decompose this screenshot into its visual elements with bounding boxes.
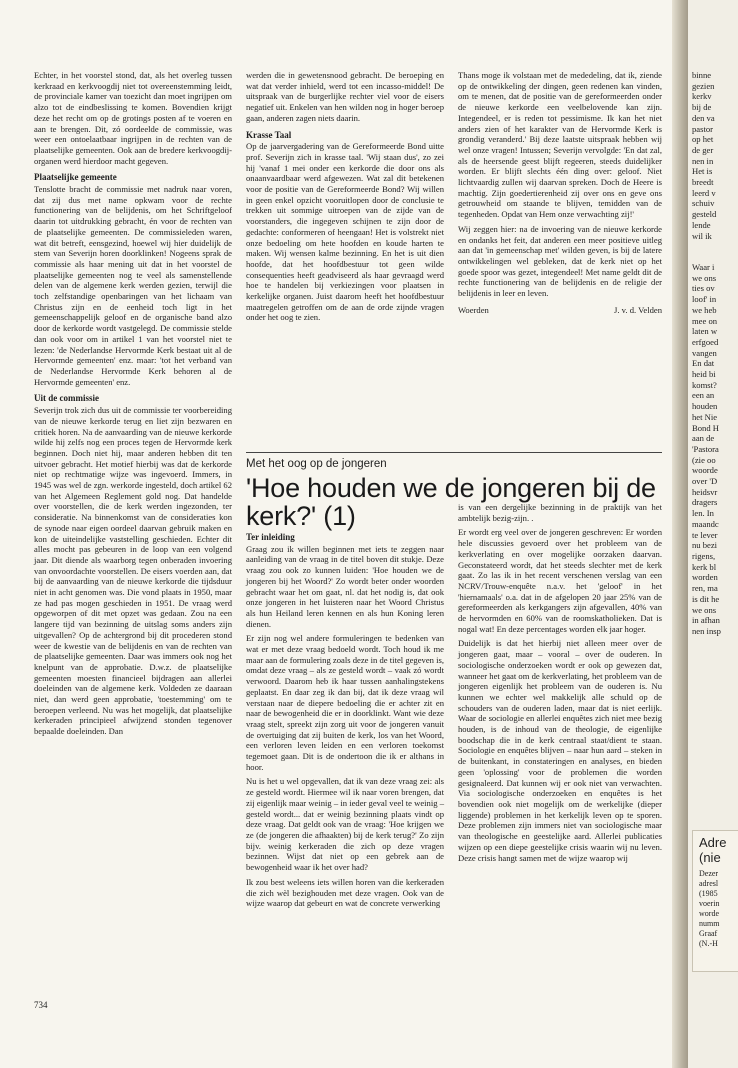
fragment-line: ties ov	[692, 283, 715, 294]
fragment-line: den va	[692, 112, 715, 123]
fragment-line: heidsvr	[692, 486, 718, 497]
next-page-text-2	[692, 262, 738, 637]
paragraph: Nu is het u wel opgevallen, dat ik van deze vraag zei: als ze gesteld wordt. Hiermee wil ik naar voren brengen, dat zij eigenlijk maar weinig – in ieder geval veel te weinig – gesteld wordt... dat er weinig bezinning plaats vindt op deze vraag. Dat geldt ook van de vraag: 'Hoe krijgen we ze (de jongeren die afhaakten) bij de kerk terug?' Zo zijn bijv. weinig kerkeraden die zich op deze vragen bezinnen. Wijst dat niet op een gebrek aan de bewogenheid waar ik het over had?	[246, 776, 444, 873]
fragment-line: vangen	[692, 347, 717, 358]
fragment-line: de ger	[692, 144, 714, 155]
paragraph: is van een dergelijke bezinning in de praktijk van het ambtelijk bezig-zijn. .	[458, 502, 662, 523]
address-box-title	[693, 831, 738, 867]
paragraph: Er wordt erg veel over de jongeren geschreven: Er worden hele discussies gevoerd over het probleem van de kerkverlating en over mogelijke oorzaken daarvan. Geconstateerd wordt, dat het steeds slechter met de kerk gaat. Zo las ik in het recent verschenen verslag van een NCRV/Trouw-enquête n.a.v. het 'geloof' in het 'hiernamaals' o.a. dat in de afgelopen 20 jaar 25% van de gereformeerden als kerkgangers zijn afgevallen, 40% van de hervormden en 60% van de roomskatholieken. Dat is nogal wat! En deze percentages worden elk jaar hoger.	[458, 527, 662, 634]
fragment-line: numm	[699, 919, 720, 928]
column-4	[246, 532, 444, 913]
fragment-line: op het	[692, 134, 714, 145]
fragment-line: aan de	[692, 433, 715, 444]
column-1	[34, 70, 232, 741]
fragment-line: worde	[699, 909, 719, 918]
paragraph: Graag zou ik willen beginnen met iets te zeggen naar aanleiding van de vraag in de titel boven dit stukje. Deze vraag zou ook zo kunnen luiden: 'Hoe houden we de jongeren bij het Woord?' Zo wordt beter onder woorden gebracht waar het om gaat, nl. dat het nodig is, dat ook onze jongeren in het luisteren naar het Woord Christus als hun Heiland leren kennen en als hun Koning leren dienen.	[246, 543, 444, 629]
fragment-line: Het is	[692, 166, 713, 177]
fragment-line: dragers	[692, 497, 718, 508]
next-page-fragment	[688, 0, 738, 1068]
fragment-line: (1985	[699, 889, 718, 898]
fragment-line: gezien	[692, 80, 715, 91]
fragment-line: lende	[692, 219, 711, 230]
section-heading: Uit de commissie	[34, 393, 99, 404]
address-box	[692, 830, 738, 972]
fragment-line: te lever	[692, 529, 718, 540]
paragraph: Tenslotte bracht de commissie met nadruk naar voren, dat zij dus met name opkwam voor de rechte functionering van de belijdenis, om het Schriftgeloof daarin tot uitdrukking gebracht, én voor de rechten van de plaatselijke gemeenten. De commissieleden waren, wat dit betreft, eensgezind, hoewel wij hier duidelijk de stem van Severijn horen doorklinken! Nogeens sprak de commissie als haar mening uit dat in het voorstel de plaatselijke gemeenten nog te veel als samenstellende delen van de algemene kerk werden gezien, terwijl die toch zelfstandige openbaringen van het lichaam van Christus zijn en de eenheid toch ligt in het gemeenschappelijk geloof en de organische band alzo door de kerkorde wordt vastgelegd. De commissie stelde dan ook voor om in artikel 1 van het voorstel niet te lezen: 'de Nederlandse Hervormde Kerk bestaat uit al de Hervormde gemeenten' enz. maar: 'tot het verband van de Nederlandse Hervormde Kerk behoren al de Hervormde gemeenten' enz.	[34, 184, 232, 387]
column-5	[458, 502, 662, 867]
fragment-line: komst?	[692, 379, 717, 390]
box-title-line: Adre	[699, 835, 727, 850]
article-kicker: Met het oog op de jongeren	[246, 458, 387, 470]
fragment-line: houden	[692, 401, 718, 412]
paragraph: Duidelijk is dat het hierbij niet alleen meer over de jongeren gaat, maar – vooral – over de ouderen. In sociologische onderzoeken wordt er ook op gewezen dat, wanneer het gaat om de kerkverlating, het probleem van de jongeren eigenlijk het probleem van de ouderen is. Nu kunnen we echter wel makkelijk alle schuld op de schouders van de ouderen laden, maar dat is niet eerlijk. Waar de sociologie en allerlei enquêtes zich niet mee bezig houden, is de inhoud van de theologie, de eigenlijke boodschap die in de kerk centraal staat/dient te staan. Sociologie en enquêtes blijven – naar hun aard – steken in de buitenkant, in constateringen en analyses, en bieden geen 'oplossing' voor de problemen die worden gesignaleerd. Dat kunnen wij er ook niet van verwachten. Via sociologische onderzoeken en enquêtes is het bovendien ook niet mogelijk om de werkelijke (dieper liggende) problemen in het kerkelijk leven op te sporen. Deze problemen zijn immers niet van sociologische maar van theologische en geestelijke aard. Allerlei publicaties wijzen op een diepe geestelijke crisis waarin wij nu leven. Deze crisis hangt samen met de wijze waarop wij	[458, 638, 662, 863]
column-3	[458, 70, 662, 315]
fragment-line: heid bi	[692, 369, 716, 380]
fragment-line: Waar i	[692, 262, 715, 272]
fragment-line: schuiv	[692, 198, 715, 209]
fragment-line: kerkv	[692, 91, 712, 102]
fragment-line: 'Pastora	[692, 443, 719, 454]
paragraph: Op de jaarvergadering van de Gereformeerde Bond uitte prof. Severijn zich in krasse taal. 'Wij staan dus', zo zei hij 'vanaf 1 mei onder een kerkorde die door ons als onaanvaardbaar werd afgewezen. Wat zal dit betekenen voor de positie van de Gereformeerde Bond? Wij willen in geen enkel opzicht vooruitlopen door de conclusie te trekken uit sommige uitroepen van de zijde van de voorstanders, die ingegeven schijnen te zijn door de gedachte: conformeren of heengaan! Het is volstrekt niet onze bedoeling om hete hoofden en koude harten te maken. Wij wensen kalme bezinning. En het is uit dien hoofde, dat het hoofdbestuur tot geen wilde consequenties heeft geadviseerd als haar gevraagd werd hoe te handelen bij verkiezingen voor plaatsen in kerkelijke organen. Juist daarom heeft het hoofdbestuur maatregelen getroffen om de aan de orde zijnde vragen onder het oog te zien.	[246, 141, 444, 323]
signature-author: J. v. d. Velden	[614, 304, 662, 315]
fragment-line: maandc	[692, 518, 719, 529]
fragment-line: len. In	[692, 508, 714, 519]
fragment-line: bij de	[692, 102, 712, 113]
fragment-line: gesteld	[692, 209, 717, 220]
fragment-line: binne	[692, 70, 712, 80]
fragment-line: in afhan	[692, 615, 720, 626]
fragment-line: ren, ma	[692, 583, 718, 594]
paragraph: Severijn trok zich dus uit de commissie ter voorbereiding van de nieuwe kerkorde terug en liet zijn bezwaren en critiek horen. Na de aanvaarding van de nieuwe kerkorde wilde hij zelfs nog een proces tegen de Hervormde kerk beginnen. Doch niet hij, maar anderen hebben dit ten uitvoer gebracht. Het motief hierbij was dat de kerkorde niet op rechtmatige wijze was ingevoerd. Immers, in 1945 was wel de zgn. werkorde ingesteld, doch artikel 62 van het Algemeen Reglement gold nog. Dat handelde over voorstellen, die de kerk werden ingezonden, ter consideratie. Na binnenkomst van de consideraties kon de synode naar eigen oordeel daarvan gebruik maken en kon de uiteindelijke vaststelling geschieden. Echter dit alles mocht pas gebeuren in de loop van een volgend jaar. Dit diende als waarborg tegen onberaden invoering van onvoordachte voorstellen. De eisers voerden aan, dat bij de aanvaarding van de nieuwe kerkorde die tijdsduur niet in acht genomen was. Die vond plaats in 1950, maar ze had pas mogen geschieden in 1951. De vraag werd opgeworpen of dit met opzet was gedaan. Zou na een langere tijd van bezinning de uitslag soms anders zijn uitgevallen? Op de achtergrond bij dit procederen stond weer de kwestie van de belijdenis en van de rechten van de plaatselijke gemeenten. Daar was immers ook nog het knelpunt van de approbatie. D.w.z. de plaatselijke gemeenten moesten financieel bijdragen aan allerlei doeleinden van de algemene kerk. Voldeden ze daaraan niet, dan werd geen approbatie, 'toestemming' om te beroepen verleend. Nu was het mogelijk, dat plaatselijke kerkeraden principieel afwijzend stonden tegenover bepaalde doeleinden. Dan	[34, 405, 232, 737]
box-title-line: (nie	[699, 850, 721, 865]
fragment-line: (N.-H	[699, 939, 718, 948]
fragment-line: nen insp	[692, 625, 721, 636]
fragment-line: wil ik	[692, 230, 712, 241]
fragment-line: we heb	[692, 304, 717, 315]
fragment-line: (zie oo	[692, 454, 716, 465]
fragment-line: Graaf	[699, 929, 718, 938]
paragraph: Wij zeggen hier: na de invoering van de nieuwe kerkorde en ondanks het feit, dat anderen een meer positieve uitleg aan dat 'in gemeenschap met' wilden geven, is bij de latere ontwikkelingen wel gebleken, dat de kerk niet op het goede spoor was gezet, integendeel! Met name geldt dit de rechte functionering van de belijdenis en de religie der belijdenis in leer en leven.	[458, 223, 662, 299]
fragment-line: worden	[692, 572, 718, 583]
fragment-line: is dit he	[692, 593, 720, 604]
section-heading: Ter inleiding	[246, 532, 295, 542]
fragment-line: adresl	[699, 879, 719, 888]
fragment-line: woorde	[692, 465, 718, 476]
fragment-line: erfgoed	[692, 336, 719, 347]
fragment-line: kerk bl	[692, 561, 717, 572]
paragraph: Ik zou best weleens iets willen horen van die kerkeraden die zich wèl bezighouden met deze vragen. Ook van de wijze waarop dat gebeurt en wat de concrete verwerking	[246, 876, 444, 909]
paragraph: Thans moge ik volstaan met de mededeling, dat ik, ziende op de ontwikkeling der dingen, geen redenen kan vinden, om te menen, dat de positie van de gereformeerden onder de nieuwe kerkorde een veelbelovende kan zijn. Integendeel, er is reden tot pessimisme. Ik kan het niet anders zien of het karakter van de Hervormde Kerk is grondig veranderd.' Bij deze laatste uitspraak hebben wij wel onze vragen! Intussen; Severijn vervolgde: 'En dat zal, als de heersende geest blijft regeeren, steeds duidelijker worden. Er blijft slechts één ding over: geloof. Niet lichtvaardig zullen wij daarvan spreken. Doch de Heere is machtig. Zijn goedertierenheid zij over ons en geve ons getrouwheid om staande te blijven, temidden van de tegenheden. Opdat van Hem onze verwachting zij!'	[458, 70, 662, 220]
fragment-line: we ons	[692, 604, 717, 615]
signature-line	[458, 305, 662, 316]
fragment-line: nen in	[692, 155, 714, 166]
fragment-line: pastor	[692, 123, 714, 134]
section-heading: Plaatselijke gemeente	[34, 172, 117, 183]
fragment-line: loof' in	[692, 294, 717, 305]
page-number: 734	[34, 1000, 48, 1010]
address-box-body	[693, 867, 738, 951]
fragment-line: breedt	[692, 177, 714, 188]
paragraph: Er zijn nog wel andere formuleringen te bedenken van wat er met deze vraag bedoeld wordt. Toch houd ik me maar aan de formulering zoals deze in de titel gegeven is, omdat deze vraag – als ze gesteld wordt – vaak zó wordt verwoord. Daarom heb ik haar tussen aanhalingstekens geplaatst. En daar zeg ik dan bij, dat ik deze vraag wil verstaan naar de diepere bedoeling die er achter zit en naar de bewogenheid die er in doorklinkt. Want wie deze vraag stelt, spreekt zijn zorg uit voor de jongeren vanuit de overtuiging dat zij buiten de kerk, los van het Woord, een verloren leven leiden en een verloren toekomst tegemoet gaan. Dit is de ondertoon die ik er althans in hoor.	[246, 633, 444, 772]
fragment-line: het Nie	[692, 411, 718, 422]
fragment-line: mee on	[692, 315, 718, 326]
fragment-line: over 'D	[692, 476, 718, 487]
fragment-line: nu bezi	[692, 540, 718, 551]
fragment-line: Bond H	[692, 422, 719, 433]
fragment-line: voerin	[699, 899, 720, 908]
article-headline: 'Hoe houden we de jongeren bij de kerk?' (1)	[246, 473, 656, 531]
signature-place: Woerden	[458, 304, 489, 315]
next-page-text-1	[692, 70, 738, 241]
paragraph: Echter, in het voorstel stond, dat, als het overleg tussen kerkraad en kerkvoogdij niet tot overeenstemming leidt, de provinciale kamer van toezicht dan moet ingrijpen om alzo tot de eindbeslissing te komen. Bovendien krijgt deze het recht om op de grotings posten af te voeren en aan te brengen. Dit, zó oordeelde de commissie, was weer een ontoelaatbaar ingrijpen in de rechten van de plaatselijke gemeenten. Ook aan de bredere kerkvoogdij-organen werd hierdoor macht gegeven.	[34, 70, 232, 166]
section-heading: Krasse Taal	[246, 129, 292, 140]
paragraph: werden die in gewetensnood gebracht. De beroeping en wat dat verder inhield, werd tot een incasso-middel! De uitspraak van de burgerlijke rechter viel voor de eisers negatief uit. Enkelen van hen wilden nog in hoger beroep gaan, anderen zagen niets daarin.	[246, 70, 444, 123]
fragment-line: een an	[692, 390, 715, 401]
fragment-line: we ons	[692, 272, 717, 283]
article-divider	[246, 452, 662, 453]
column-2	[246, 70, 444, 327]
fragment-line: Dezer	[699, 869, 719, 878]
fragment-line: laten w	[692, 326, 718, 337]
fragment-line: rigens,	[692, 550, 716, 561]
fragment-line: leerd v	[692, 187, 716, 198]
fragment-line: En dat	[692, 358, 715, 369]
